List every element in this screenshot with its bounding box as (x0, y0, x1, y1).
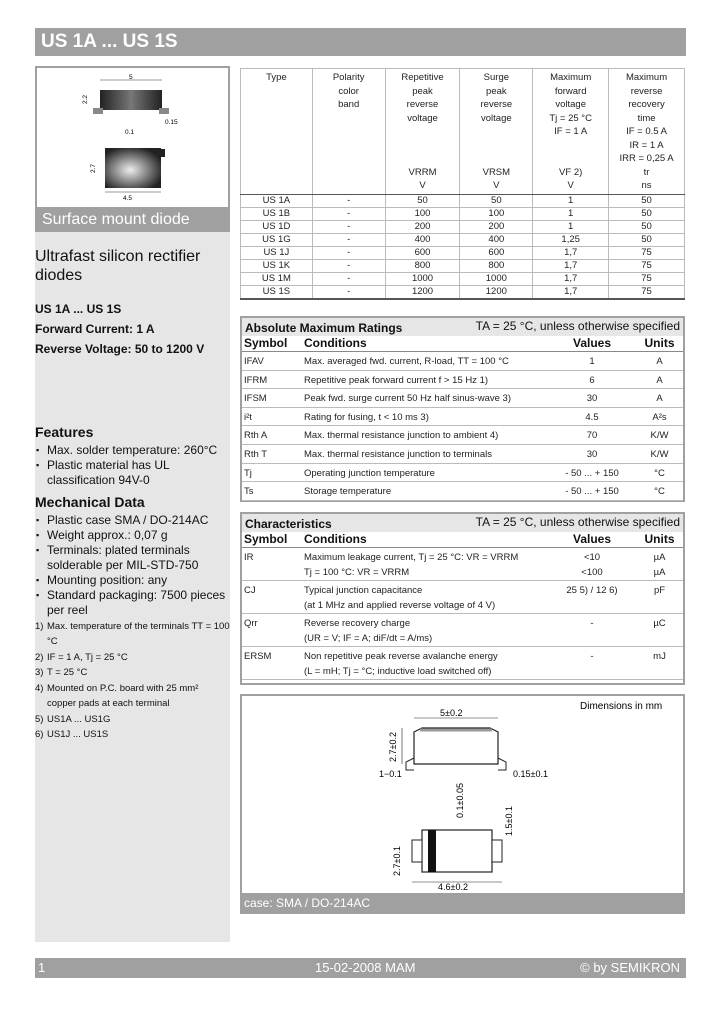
table-cell: 1,25 (533, 234, 609, 247)
table-cell: 50 (609, 208, 685, 221)
type-table-header: Repetitive peak reverse voltage VRRM V (385, 69, 460, 195)
table-row: Qrr Reverse recovery charge - µC (UR = V; IF = A; diF/dt = A/ms) (242, 614, 683, 647)
svg-text:0.1: 0.1 (125, 129, 135, 136)
table-cell: - (312, 221, 385, 234)
footnote: 2) IF = 1 A, Tj = 25 °C (35, 652, 128, 663)
table-cell: 75 (609, 260, 685, 273)
part-range: US 1A ... US 1S (35, 302, 122, 316)
table-cell: - (312, 286, 385, 300)
table-cell: 50 (609, 221, 685, 234)
list-item: ▪ Mounting position: any (35, 573, 230, 588)
table-row (241, 286, 685, 300)
dim-5: 5 (129, 74, 133, 81)
table-row (241, 221, 685, 234)
dim-thickness: 0.15±0.1 (513, 769, 548, 779)
footnote: 5) US1A ... US1G (35, 714, 111, 725)
type-table-header: Type (241, 69, 313, 195)
package-top-body (105, 148, 161, 188)
table-cell: - (312, 273, 385, 286)
table-row: ERSM Non repetitive peak reverse avalanche energy - mJ (L = mH; Tj = °C; inductive load switched off) (242, 647, 683, 680)
table-row: Rth A Max. thermal resistance junction to ambient 4) 70 K/W (242, 426, 683, 445)
table-row (241, 247, 685, 260)
list-item: ▪ Standard packaging: 7500 pieces per reel (35, 588, 230, 618)
reverse-voltage: Reverse Voltage: 50 to 1200 V (35, 342, 205, 356)
table-cell: US 1A (241, 195, 313, 208)
list-item: ▪ Plastic material has UL classification 94V-0 (35, 458, 230, 488)
dim-lead: 1−0.1 (379, 769, 402, 779)
table-row: IFAV Max. averaged fwd. current, R-load, TT = 100 °C 1 A (242, 352, 683, 371)
table-cell: - (312, 247, 385, 260)
side-view-body (414, 728, 498, 764)
table-cell: - (312, 208, 385, 221)
table-cell: US 1B (241, 208, 313, 221)
mechanical-list (35, 513, 230, 618)
table-cell: 100 (460, 208, 533, 221)
footnote: 6) US1J ... US1S (35, 729, 109, 740)
dimension-drawing (240, 694, 685, 914)
table-cell: 50 (460, 195, 533, 208)
table-row (241, 273, 685, 286)
section-title: Characteristics (245, 517, 332, 531)
footer (35, 958, 686, 978)
table-row (241, 234, 685, 247)
features-title: Features (35, 424, 94, 440)
table-cell: 50 (609, 195, 685, 208)
table-cell: US 1J (241, 247, 313, 260)
dim-band: 1.5±0.1 (504, 806, 514, 836)
footnote: 4) Mounted on P.C. board with 25 mm² copper pads at each terminal (35, 683, 199, 709)
package-outline-svg (37, 68, 228, 209)
footnote: 3) T = 25 °C (35, 667, 88, 678)
table-cell: - (312, 195, 385, 208)
table-row: IFRM Repetitive peak forward current f > 15 Hz 1) 6 A (242, 371, 683, 390)
product-heading-1: Ultrafast silicon rectifier (35, 248, 201, 265)
list-item: ▪ Weight approx.: 0,07 g (35, 528, 230, 543)
table-cell: 100 (385, 208, 460, 221)
table-cell: - (312, 234, 385, 247)
type-table-header: Surge peak reverse voltage VRSM V (460, 69, 533, 195)
svg-text:4.5: 4.5 (123, 195, 133, 202)
dimension-caption: Dimensions in mm (580, 701, 663, 712)
table-cell: 1 (533, 221, 609, 234)
svg-text:2.7: 2.7 (90, 163, 97, 173)
case-caption: case: SMA / DO-214AC (240, 893, 685, 914)
table-row: IR Maximum leakage current, Tj = 25 °C: VR = VRRM <10 µA Tj = 100 °C: VR = VRRM <100 µA (242, 548, 683, 581)
table-cell: 800 (460, 260, 533, 273)
page-title: US 1A ... US 1S (35, 28, 686, 56)
footer-copyright: © by SEMIKRON (580, 960, 680, 975)
table-cell: 75 (609, 247, 685, 260)
table-row: IFSM Peak fwd. surge current 50 Hz half sinus-wave 3) 30 A (242, 389, 683, 408)
table-cell: 1,7 (533, 260, 609, 273)
cathode-band (428, 830, 436, 872)
list-item: ▪ Max. solder temperature: 260°C (35, 443, 230, 458)
table-cell: US 1G (241, 234, 313, 247)
footer-date: 15-02-2008 MAM (315, 960, 416, 975)
type-table (240, 68, 685, 300)
table-cell: 1 (533, 195, 609, 208)
dim-length: 5±0.2 (440, 708, 463, 718)
type-table-header: Maximum reverse recovery time IF = 0.5 A IR = 1 A IRR = 0,25 A tr ns (609, 69, 685, 195)
dim-height: 2.7±0.2 (388, 732, 398, 762)
table-cell: US 1D (241, 221, 313, 234)
absolute-max-ratings: Absolute Maximum Ratings TA = 25 °C, unless otherwise specified Symbol Conditions Values Units IFAV Max. averaged fwd. current, R-load, TT = 100 °C 1 A IFRM Repetitive peak forward current f > 15 Hz 1) 6 A IFSM Peak fwd. surge current 50 Hz half sinus-wave 3) 30 A i²t Rating for fusing, t < 10 ms 3) 4.5 A²s Rth A Max. thermal resistance junction to ambient 4) 70 K/W Rth T Max. thermal resistance junction to terminals 30 K/W Tj Operating junction temperature - 50 ... + 150 °C Ts Storage temperature - 50 ... + 150 °C (240, 316, 685, 502)
package-label: Surface mount diode (35, 207, 230, 232)
dim-width: 2.7±0.1 (392, 846, 402, 876)
type-table-header: Maximum forward voltage Tj = 25 °C IF = 1 A VF 2) V (533, 69, 609, 195)
table-cell: 50 (385, 195, 460, 208)
table-cell: 200 (460, 221, 533, 234)
section-condition: TA = 25 °C, unless otherwise specified (475, 515, 680, 529)
dim-body: 4.6±0.2 (438, 882, 468, 892)
svg-text:2.2: 2.2 (82, 94, 89, 104)
svg-text:0.15: 0.15 (165, 119, 178, 126)
table-row (241, 208, 685, 221)
mechanical-title: Mechanical Data (35, 494, 145, 510)
list-item: ▪ Terminals: plated terminals solderable per MIL-STD-750 (35, 543, 230, 573)
type-table-header: Polarity color band (312, 69, 385, 195)
dim-gap: 0.1±0.05 (455, 783, 465, 818)
table-cell: 75 (609, 273, 685, 286)
table-cell: 1,7 (533, 286, 609, 300)
table-cell: 1200 (385, 286, 460, 300)
section-title: Absolute Maximum Ratings (245, 321, 403, 335)
footnote: 1) Max. temperature of the terminals TT = 100 °C (35, 621, 230, 647)
table-row: CJ Typical junction capacitance 25 5) / 12 6) pF (at 1 MHz and applied reverse voltage of 4 V) (242, 581, 683, 614)
table-row (241, 195, 685, 208)
table-cell: 1 (533, 208, 609, 221)
table-cell: 1,7 (533, 247, 609, 260)
table-cell: 400 (385, 234, 460, 247)
table-cell: 1200 (460, 286, 533, 300)
features-list (35, 443, 230, 488)
section-condition: TA = 25 °C, unless otherwise specified (475, 319, 680, 333)
dimension-svg (242, 696, 683, 892)
list-item: ▪ Plastic case SMA / DO-214AC (35, 513, 230, 528)
table-row: i²t Rating for fusing, t < 10 ms 3) 4.5 A²s (242, 408, 683, 427)
table-cell: 1000 (460, 273, 533, 286)
product-heading-2: diodes (35, 267, 83, 284)
table-cell: - (312, 260, 385, 273)
table-row (241, 260, 685, 273)
table-cell: 1,7 (533, 273, 609, 286)
table-cell: 75 (609, 286, 685, 300)
table-cell: 50 (609, 234, 685, 247)
table-row: Rth T Max. thermal resistance junction to terminals 30 K/W (242, 445, 683, 464)
page-number: 1 (38, 960, 46, 975)
table-cell: US 1M (241, 273, 313, 286)
table-cell: 400 (460, 234, 533, 247)
table-row: Ts Storage temperature - 50 ... + 150 °C (242, 482, 683, 501)
table-cell: 200 (385, 221, 460, 234)
table-cell: 1000 (385, 273, 460, 286)
table-cell: US 1S (241, 286, 313, 300)
table-cell: 800 (385, 260, 460, 273)
table-cell: US 1K (241, 260, 313, 273)
characteristics: Characteristics TA = 25 °C, unless otherwise specified Symbol Conditions Values Units IR Maximum leakage current, Tj = 25 °C: VR = VRRM <10 µA Tj = 100 °C: VR = VRRM <100 µA CJ Typical junction capacitance 25 5) / 12 6) pF (at 1 MHz and applied reverse voltage of 4 V) Qrr Reverse recovery charge - µC (UR = V; IF = A; diF/dt = A/ms) ERSM Non repetitive peak reverse avalanche energy - mJ (L = mH; Tj = °C; inductive load switched off) (240, 512, 685, 685)
table-cell: 600 (460, 247, 533, 260)
forward-current: Forward Current: 1 A (35, 322, 155, 336)
table-row: Tj Operating junction temperature - 50 ... + 150 °C (242, 464, 683, 483)
table-cell: 600 (385, 247, 460, 260)
package-side-body (100, 90, 162, 110)
